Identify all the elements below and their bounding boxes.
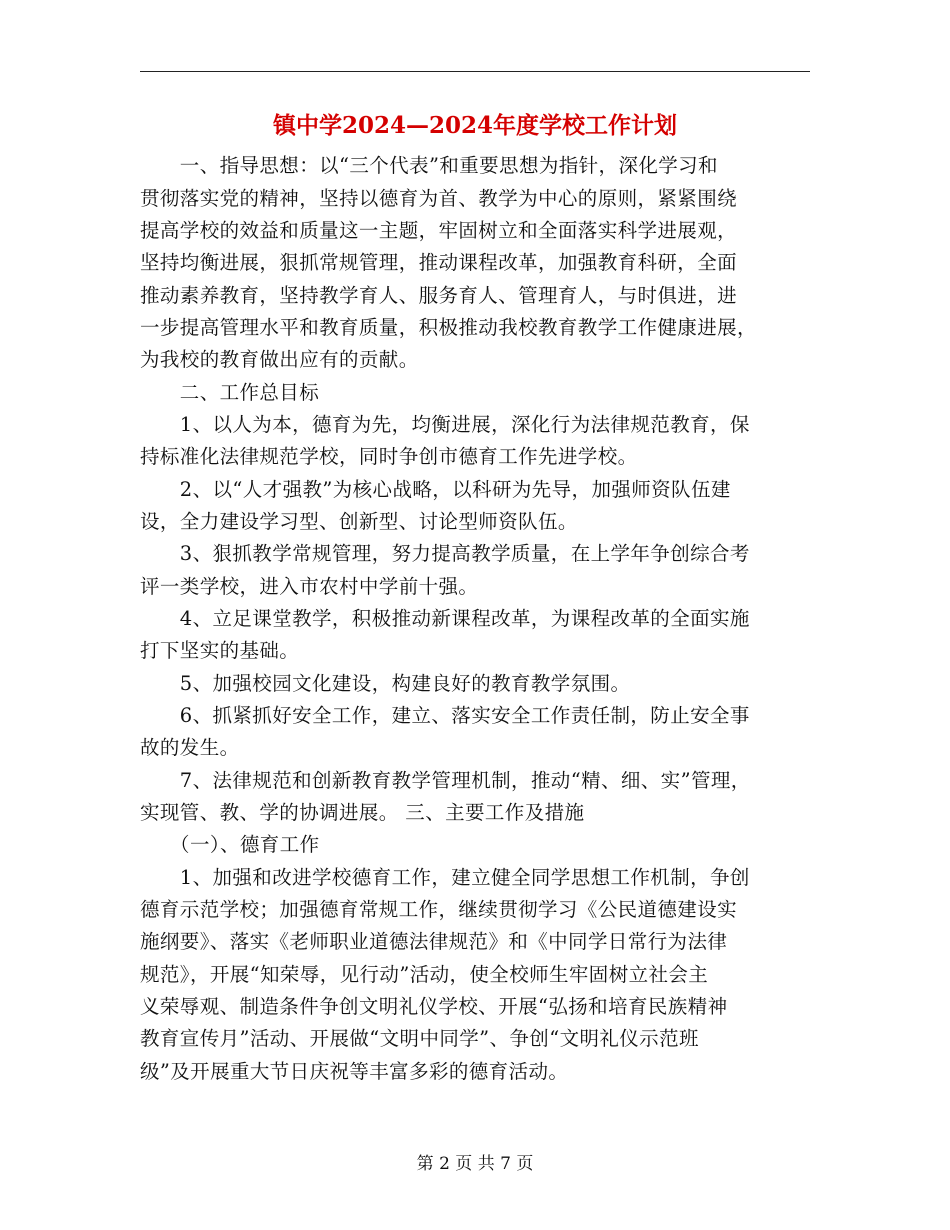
body-line: 实现管、教、学的协调进展。 三、主要工作及措施: [140, 801, 585, 824]
body-line: 施纲要》、落实《老师职业道德法律规范》和《中同学日常行为法律: [140, 930, 728, 953]
body-line: 设，全力建设学习型、创新型、讨论型师资队伍。: [140, 510, 578, 533]
document-title: 镇中学2024—2024年度学校工作计划: [272, 112, 678, 139]
section-heading: （一）、德育工作: [140, 833, 320, 856]
body-line: 规范》，开展“知荣辱，见行动”活动，使全校师生牢固树立社会主: [140, 963, 709, 986]
body-line: 2、以“人才强教”为核心战略，以科研为先导，加强师资队伍建: [140, 478, 731, 501]
body-line: 故的发生。: [140, 736, 240, 759]
body-line: 德育示范学校；加强德育常规工作，继续贯彻学习《公民道德建设实: [140, 898, 738, 921]
body-line: 持标准化法律规范学校，同时争创市德育工作先进学校。: [140, 445, 638, 468]
section-heading: 二、工作总目标: [140, 381, 320, 404]
header-rule: [140, 71, 810, 72]
body-line: 评一类学校，进入市农村中学前十强。: [140, 575, 479, 598]
body-line: 5、加强校园文化建设，构建良好的教育教学氛围。: [140, 672, 631, 695]
body-line: 一、指导思想：以“三个代表”和重要思想为指针，深化学习和: [140, 154, 718, 177]
body-line: 提高学校的效益和质量这一主题，牢固树立和全面落实科学进展观，: [140, 219, 738, 242]
body-line: 贯彻落实党的精神，坚持以德育为首、教学为中心的原则，紧紧围绕: [140, 187, 738, 210]
body-line: 一步提高管理水平和教育质量，积极推动我校教育教学工作健康进展，: [140, 316, 757, 339]
page-number: 第 2 页 共 7 页: [416, 1154, 534, 1174]
body-line: 义荣辱观、制造条件争创文明礼仪学校、开展“弘扬和培育民族精神: [140, 995, 728, 1018]
body-line: 1、以人为本，德育为先，均衡进展，深化行为法律规范教育，保: [140, 413, 750, 436]
body-line: 4、立足课堂教学，积极推动新课程改革，为课程改革的全面实施: [140, 607, 750, 630]
body-line: 教育宣传月”活动、开展做“文明中同学”、争创“文明礼仪示范班: [140, 1027, 699, 1050]
body-line: 6、抓紧抓好安全工作，建立、落实安全工作责任制，防止安全事: [140, 704, 750, 727]
body-line: 坚持均衡进展，狠抓常规管理，推动课程改革，加强教育科研，全面: [140, 251, 738, 274]
body-line: 1、加强和改进学校德育工作，建立健全同学思想工作机制，争创: [140, 866, 750, 889]
body-line: 7、法律规范和创新教育教学管理机制，推动“精、细、实”管理，: [140, 769, 751, 792]
body-line: 级”及开展重大节日庆祝等丰富多彩的德育活动。: [140, 1060, 569, 1083]
body-line: 推动素养教育，坚持教学育人、服务育人、管理育人，与时俱进，进: [140, 284, 738, 307]
body-line: 为我校的教育做出应有的贡献。: [140, 348, 419, 371]
body-line: 3、狠抓教学常规管理，努力提高教学质量，在上学年争创综合考: [140, 542, 750, 565]
body-line: 打下坚实的基础。: [140, 639, 300, 662]
